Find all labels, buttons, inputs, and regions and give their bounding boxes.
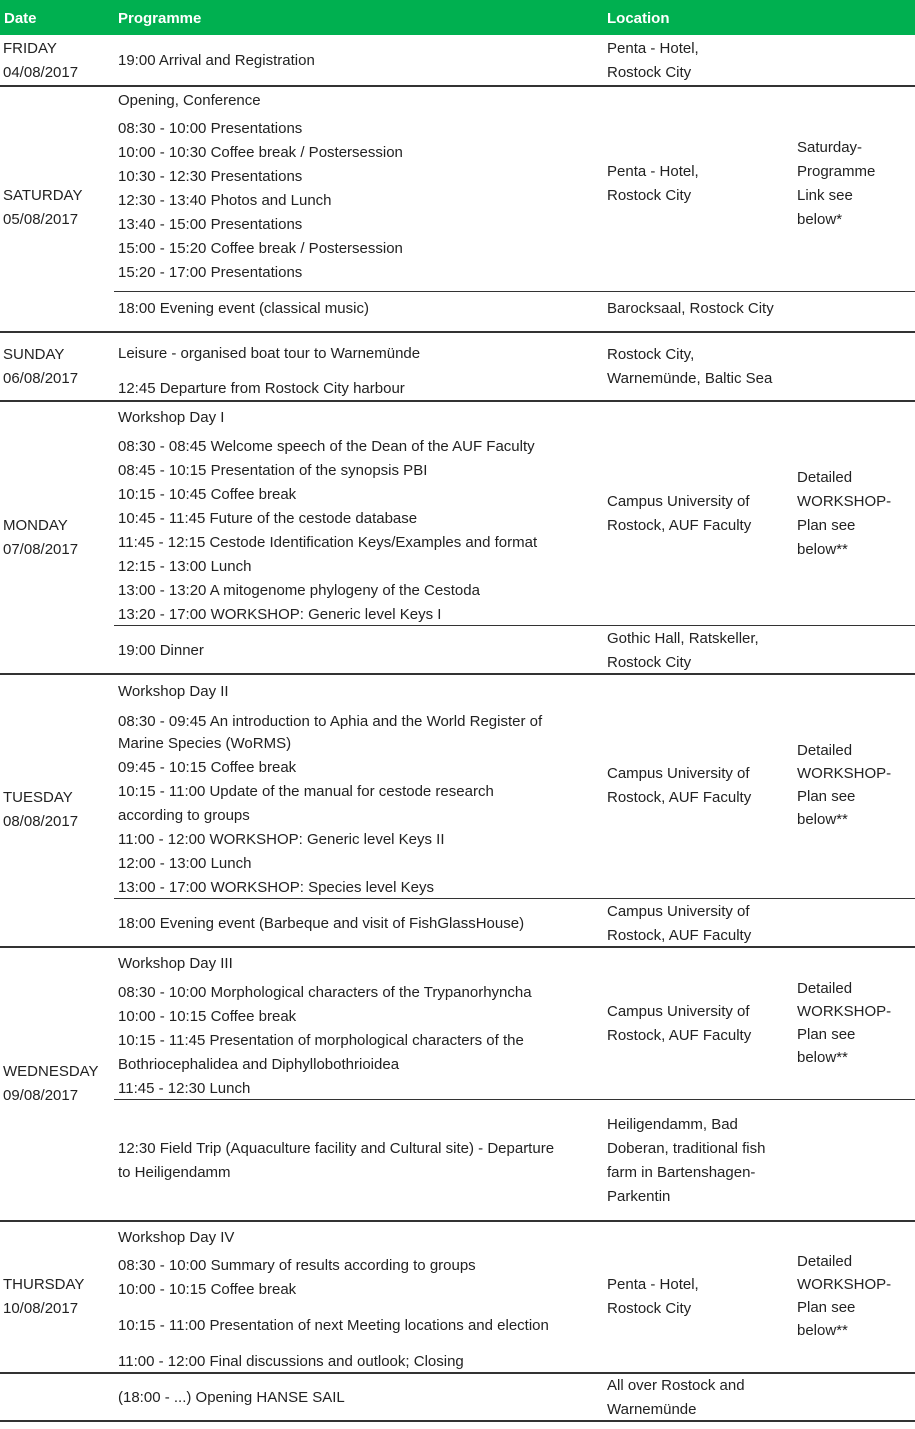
note-cell: Detailed: [797, 980, 853, 997]
programme-item: 10:15 - 11:00 Presentation of next Meeting locations and election: [118, 1317, 549, 1334]
programme-item: 08:45 - 10:15 Presentation of the synopsis PBI: [118, 462, 428, 479]
programme-item: 09:45 - 10:15 Coffee break: [118, 759, 297, 776]
programme-item: 12:30 - 13:40 Photos and Lunch: [118, 192, 332, 209]
programme-item: 19:00 Arrival and Registration: [118, 52, 315, 69]
location-cell: Rostock City: [607, 64, 692, 81]
note-cell: Detailed: [797, 1253, 853, 1270]
header-programme: Programme: [118, 10, 202, 27]
day-date-cell: 04/08/2017: [3, 64, 79, 81]
header-location: Location: [607, 10, 670, 27]
note-cell: WORKSHOP-: [797, 1276, 892, 1293]
note-cell: below*: [797, 211, 843, 228]
note-cell: Plan see: [797, 1026, 856, 1043]
day-date-cell: 10/08/2017: [3, 1300, 79, 1317]
programme-item: 11:00 - 12:00 Final discussions and outlook; Closing: [118, 1353, 464, 1370]
header-date: Date: [4, 10, 37, 27]
programme-item: 08:30 - 10:00 Presentations: [118, 120, 303, 137]
location-cell: Rostock City,: [607, 346, 695, 363]
programme-item: 08:30 - 10:00 Morphological characters of the Trypanorhyncha: [118, 984, 532, 1001]
programme-item: Workshop Day III: [118, 955, 233, 972]
day-date-cell: 07/08/2017: [3, 541, 79, 558]
day-date-cell: 05/08/2017: [3, 211, 79, 228]
location-cell: Rostock City: [607, 654, 692, 671]
programme-item: Workshop Day IV: [118, 1229, 235, 1246]
day-divider: [0, 1372, 915, 1374]
day-divider: [0, 1220, 915, 1222]
programme-item: 18:00 Evening event (classical music): [118, 300, 369, 317]
programme-item: 10:15 - 11:45 Presentation of morphological characters of the: [118, 1032, 524, 1049]
programme-item: 12:00 - 13:00 Lunch: [118, 855, 252, 872]
programme-item: 11:45 - 12:30 Lunch: [118, 1080, 251, 1097]
location-cell: Rostock City: [607, 187, 692, 204]
programme-item: 12:45 Departure from Rostock City harbour: [118, 380, 405, 397]
day-date-cell: SUNDAY: [3, 346, 65, 363]
location-cell: Campus University of: [607, 1003, 750, 1020]
programme-item: Marine Species (WoRMS): [118, 735, 292, 752]
note-cell: Saturday-: [797, 139, 863, 156]
day-date-cell: 08/08/2017: [3, 813, 79, 830]
day-divider: [0, 673, 915, 675]
location-cell: farm in Bartenshagen-: [607, 1164, 756, 1181]
programme-item: 08:30 - 08:45 Welcome speech of the Dean of the AUF Faculty: [118, 438, 535, 455]
day-date-cell: 09/08/2017: [3, 1087, 79, 1104]
programme-item: 10:00 - 10:15 Coffee break: [118, 1281, 297, 1298]
programme-item: 08:30 - 10:00 Summary of results according to groups: [118, 1257, 476, 1274]
note-cell: Plan see: [797, 788, 856, 805]
programme-item: 13:20 - 17:00 WORKSHOP: Generic level Keys I: [118, 606, 442, 623]
location-cell: Barocksaal, Rostock City: [607, 300, 774, 317]
programme-item: to Heiligendamm: [118, 1164, 231, 1181]
location-cell: Doberan, traditional fish: [607, 1140, 766, 1157]
day-date-cell: THURSDAY: [3, 1276, 85, 1293]
note-cell: Detailed: [797, 469, 853, 486]
note-cell: WORKSHOP-: [797, 765, 892, 782]
location-cell: Warnemünde: [607, 1401, 697, 1418]
location-cell: Heiligendamm, Bad: [607, 1116, 738, 1133]
programme-item: 10:30 - 12:30 Presentations: [118, 168, 303, 185]
location-cell: Rostock, AUF Faculty: [607, 517, 752, 534]
programme-item: 10:15 - 11:00 Update of the manual for cestode research: [118, 783, 494, 800]
day-date-cell: WEDNESDAY: [3, 1063, 99, 1080]
programme-item: 13:00 - 13:20 A mitogenome phylogeny of the Cestoda: [118, 582, 480, 599]
day-date-cell: TUESDAY: [3, 789, 73, 806]
programme-item: 12:30 Field Trip (Aquaculture facility and Cultural site) - Departure: [118, 1140, 555, 1157]
location-cell: Warnemünde, Baltic Sea: [607, 370, 773, 387]
programme-item: 15:20 - 17:00 Presentations: [118, 264, 303, 281]
programme-item: 10:00 - 10:30 Coffee break / Postersession: [118, 144, 403, 161]
programme-item: 10:15 - 10:45 Coffee break: [118, 486, 297, 503]
programme-item: 11:00 - 12:00 WORKSHOP: Generic level Keys II: [118, 831, 445, 848]
programme-item: Workshop Day II: [118, 683, 229, 700]
location-cell: Penta - Hotel,: [607, 40, 699, 57]
programme-item: 13:00 - 17:00 WORKSHOP: Species level Keys: [118, 879, 434, 896]
day-date-cell: FRIDAY: [3, 40, 57, 57]
note-cell: below**: [797, 1049, 848, 1066]
location-cell: Rostock, AUF Faculty: [607, 927, 752, 944]
programme-item: 10:45 - 11:45 Future of the cestode database: [118, 510, 418, 527]
day-date-cell: MONDAY: [3, 517, 68, 534]
location-cell: Parkentin: [607, 1188, 671, 1205]
location-cell: Campus University of: [607, 903, 750, 920]
location-cell: Rostock, AUF Faculty: [607, 789, 752, 806]
note-cell: Detailed: [797, 742, 853, 759]
location-cell: Penta - Hotel,: [607, 163, 699, 180]
day-divider: [0, 85, 915, 87]
day-date-cell: SATURDAY: [3, 187, 83, 204]
programme-item: 19:00 Dinner: [118, 642, 204, 659]
day-divider: [0, 946, 915, 948]
block-divider: [114, 625, 915, 626]
day-date-cell: 06/08/2017: [3, 370, 79, 387]
programme-item: 18:00 Evening event (Barbeque and visit of FishGlassHouse): [118, 915, 525, 932]
location-cell: Rostock City: [607, 1300, 692, 1317]
note-cell: Plan see: [797, 1299, 856, 1316]
location-cell: Rostock, AUF Faculty: [607, 1027, 752, 1044]
location-cell: Penta - Hotel,: [607, 1276, 699, 1293]
programme-item: 11:45 - 12:15 Cestode Identification Keys/Examples and format: [118, 534, 538, 551]
programme-item: (18:00 - ...) Opening HANSE SAIL: [118, 1389, 345, 1406]
programme-item: Leisure - organised boat tour to Warnemünde: [118, 345, 421, 362]
programme-item: 10:00 - 10:15 Coffee break: [118, 1008, 297, 1025]
programme-item: 08:30 - 09:45 An introduction to Aphia and the World Register of: [118, 713, 543, 730]
day-divider: [0, 1420, 915, 1422]
programme-item: 13:40 - 15:00 Presentations: [118, 216, 303, 233]
programme-item: according to groups: [118, 807, 250, 824]
block-divider: [114, 291, 915, 292]
note-cell: Link see: [797, 187, 853, 204]
note-cell: Plan see: [797, 517, 856, 534]
note-cell: WORKSHOP-: [797, 493, 892, 510]
note-cell: Programme: [797, 163, 876, 180]
note-cell: WORKSHOP-: [797, 1003, 892, 1020]
note-cell: below**: [797, 811, 848, 828]
block-divider: [114, 898, 915, 899]
day-divider: [0, 400, 915, 402]
programme-item: Workshop Day I: [118, 409, 225, 426]
day-divider: [0, 331, 915, 333]
note-cell: below**: [797, 1322, 848, 1339]
note-cell: below**: [797, 541, 848, 558]
location-cell: All over Rostock and: [607, 1377, 745, 1394]
programme-item: Bothriocephalidea and Diphyllobothrioidea: [118, 1056, 400, 1073]
programme-item: Opening, Conference: [118, 92, 261, 109]
location-cell: Gothic Hall, Ratskeller,: [607, 630, 759, 647]
programme-item: 12:15 - 13:00 Lunch: [118, 558, 252, 575]
location-cell: Campus University of: [607, 493, 750, 510]
table-header: [0, 0, 915, 35]
programme-item: 15:00 - 15:20 Coffee break / Postersession: [118, 240, 403, 257]
block-divider: [114, 1099, 915, 1100]
location-cell: Campus University of: [607, 765, 750, 782]
